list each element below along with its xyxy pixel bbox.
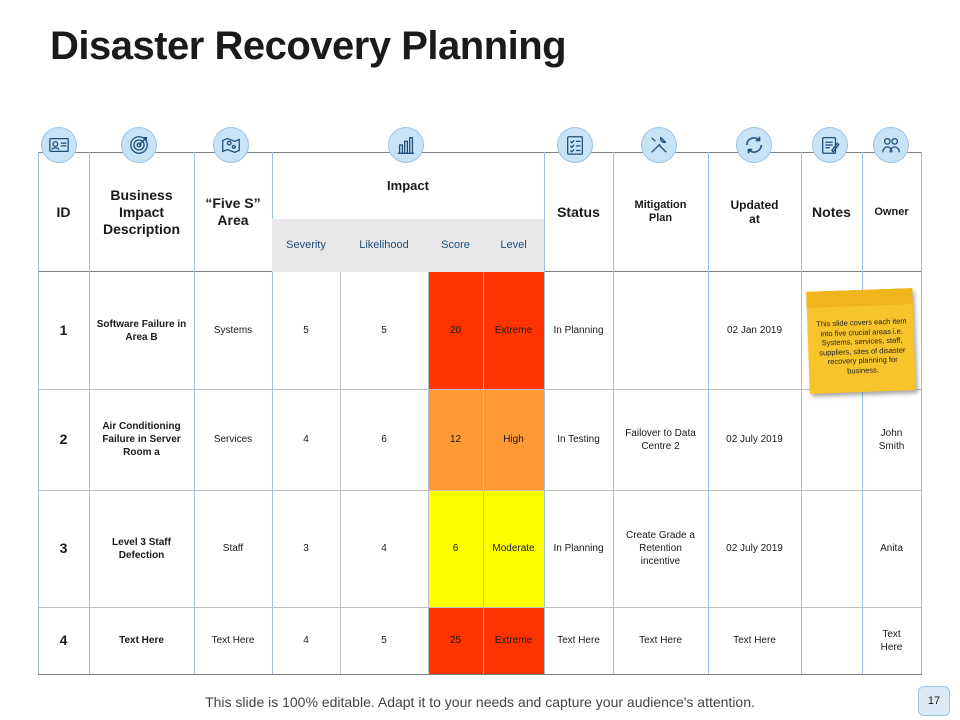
row-4-description: Text Here xyxy=(119,635,164,646)
header-updated: Updated at xyxy=(730,198,779,226)
row-2-description: Air Conditioning Failure in Server Room a xyxy=(102,421,181,458)
header-status: Status xyxy=(557,203,600,220)
row-3-score: 6 xyxy=(452,543,459,554)
row-1-id: 1 xyxy=(59,322,68,338)
footer-text: This slide is 100% editable. Adapt it to your needs and capture your audience's attention. xyxy=(205,694,755,710)
row-4-severity: 4 xyxy=(303,635,309,646)
row-1-area: Systems xyxy=(213,325,253,336)
notepad-icon xyxy=(812,127,848,163)
row-4-area: Text Here xyxy=(211,635,255,646)
row-4-likelihood: 5 xyxy=(381,635,387,646)
row-4-id: 4 xyxy=(59,632,68,648)
row-1-level: Extreme xyxy=(494,325,533,336)
page-number: 17 xyxy=(918,686,950,716)
sticky-note-text: This slide covers each item into five crucial areas i.e. Systems, services, staff, suppliers, sites of disaster recovery planning for business. xyxy=(815,316,907,375)
subheader-level: Level xyxy=(483,219,544,272)
sticky-note xyxy=(806,288,915,394)
row-3-id: 3 xyxy=(59,540,68,556)
row-2-owner: John Smith xyxy=(878,427,905,452)
header-impact: Impact xyxy=(387,178,429,193)
row-2-severity: 4 xyxy=(303,434,309,445)
sticky-note-fold xyxy=(806,288,912,308)
bar-chart-icon xyxy=(388,127,424,163)
row-1-mitigation xyxy=(613,272,708,389)
row-2-level: High xyxy=(503,434,524,445)
row-4-owner: Text Here xyxy=(880,628,903,653)
row-3-description: Level 3 Staff Defection xyxy=(112,536,171,561)
row-2-updated: 02 July 2019 xyxy=(726,434,783,445)
row-1-likelihood: 5 xyxy=(381,325,387,336)
row-3-level: Moderate xyxy=(492,543,535,554)
header-mitigation: Mitigation Plan xyxy=(634,199,687,224)
row-1-severity: 5 xyxy=(303,325,309,336)
header-owner: Owner xyxy=(874,205,909,218)
row-3-area: Staff xyxy=(222,543,244,554)
id-card-icon xyxy=(41,127,77,163)
row-4-updated: Text Here xyxy=(733,635,776,646)
row-2-area: Services xyxy=(213,434,253,445)
row-1-description: Software Failure in Area B xyxy=(96,318,187,343)
row-4-level: Extreme xyxy=(494,635,533,646)
row-3-status: In Planning xyxy=(553,543,604,554)
row-4-score: 25 xyxy=(449,635,462,646)
row-1-updated: 02 Jan 2019 xyxy=(726,325,783,336)
row-2-mitigation: Failover to Data Centre 2 xyxy=(625,427,696,452)
map-pin-icon xyxy=(213,127,249,163)
col-line xyxy=(921,152,922,674)
row-1-score: 20 xyxy=(449,325,462,336)
row-2-score: 12 xyxy=(449,434,462,445)
row-2-status: In Testing xyxy=(557,434,600,445)
row-2-likelihood: 6 xyxy=(381,434,387,445)
row-2-id: 2 xyxy=(59,431,68,447)
subheader-likelihood: Likelihood xyxy=(340,219,428,272)
row-3-severity: 3 xyxy=(303,543,309,554)
row-4-status: Text Here xyxy=(557,635,600,646)
header-description: Business Impact Description xyxy=(102,186,180,237)
team-icon xyxy=(873,127,909,163)
row-4-mitigation: Text Here xyxy=(639,635,682,646)
row-3-mitigation: Create Grade a Retention incentive xyxy=(626,530,695,567)
header-area: “Five S” Area xyxy=(205,195,261,228)
row-3-updated: 02 July 2019 xyxy=(726,543,783,554)
row-3-likelihood: 4 xyxy=(381,543,387,554)
row-3-owner: Anita xyxy=(880,543,903,554)
slide-title: Disaster Recovery Planning xyxy=(50,24,567,68)
subheader-severity: Severity xyxy=(272,219,340,272)
refresh-icon xyxy=(736,127,772,163)
subheader-score: Score xyxy=(428,219,483,272)
tools-icon xyxy=(641,127,677,163)
row-1-status: In Planning xyxy=(553,325,604,336)
table-bottom-line xyxy=(38,674,922,675)
checklist-icon xyxy=(557,127,593,163)
header-notes: Notes xyxy=(812,203,851,220)
target-icon xyxy=(121,127,157,163)
header-id: ID xyxy=(56,203,71,220)
